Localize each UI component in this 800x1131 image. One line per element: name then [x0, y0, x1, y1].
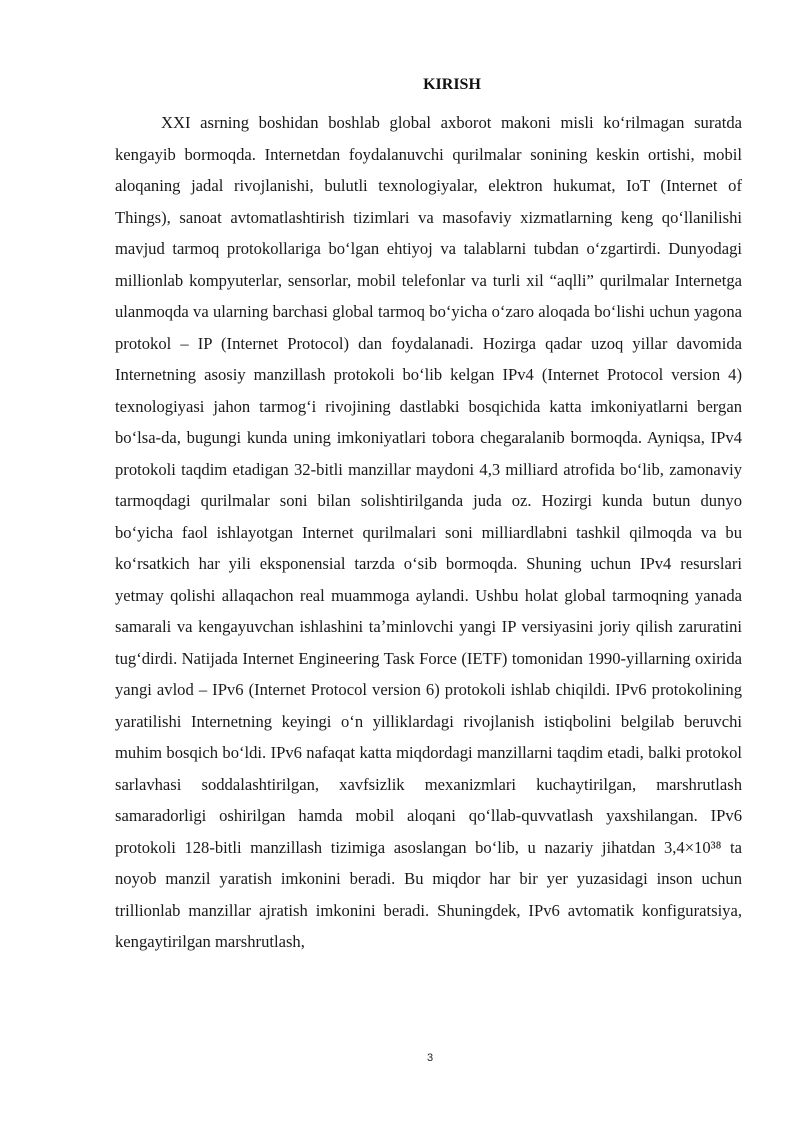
- body-paragraph: XXI asrning boshidan boshlab global axborot makoni misli koʻrilmagan suratda kengayib bormoqda. Internetdan foydalanuvchi qurilmalar sonining keskin ortishi, mobil aloqaning jadal rivojlanishi, bulutli texnologiyalar, elektron hukumat, IoT (Internet of Things), sanoat avtomatlashtirish tizimlari va masofaviy xizmatlarning keng qoʻllanilishi mavjud tarmoq protokollariga boʻlgan ehtiyoj va talablarni tubdan oʻzgartirdi. Dunyodagi millionlab kompyuterlar, sensorlar, mobil telefonlar va turli xil “aqlli” qurilmalar Internetga ulanmoqda va ularning barchasi global tarmoq boʻyicha oʻzaro aloqada boʻlishi uchun yagona protokol – IP (Internet Protocol) dan foydalanadi. Hozirga qadar uzoq yillar davomida Internetning asosiy manzillash protokoli boʻlib kelgan IPv4 (Internet Protocol version 4) texnologiyasi jahon tarmogʻi rivojining dastlabki bosqichida katta imkoniyatlarni bergan boʻlsa-da, bugungi kunda uning imkoniyatlari tobora chegaralanib bormoqda. Ayniqsa, IPv4 protokoli taqdim etadigan 32-bitli manzillar maydoni 4,3 milliard atrofida boʻlib, zamonaviy tarmoqdagi qurilmalar soni bilan solishtirilganda juda oz. Hozirgi kunda butun dunyo boʻyicha faol ishlayotgan Internet qurilmalari soni milliardlabni tashkil qilmoqda va bu koʻrsatkich har yili eksponensial tarzda oʻsib bormoqda. Shuning uchun IPv4 resurslari yetmay qolishi allaqachon real muammoga aylandi. Ushbu holat global tarmoqning yanada samarali va kengayuvchan ishlashini taʼminlovchi yangi IP versiyasini joriy qilish zaruratini tugʻdirdi. Natijada Internet Engineering Task Force (IETF) tomonidan 1990-yillarning oxirida yangi avlod – IPv6 (Internet Protocol version 6) protokoli ishlab chiqildi. IPv6 protokolining yaratilishi Internetning keyingi oʻn yilliklardagi rivojlanish istiqbolini belgilab beruvchi muhim bosqich boʻldi. IPv6 nafaqat katta miqdordagi manzillarni taqdim etadi, balki protokol sarlavhasi soddalashtirilgan, xavfsizlik mexanizmlari kuchaytirilgan, marshrutlash samaradorligi oshirilgan hamda mobil aloqani qoʻllab-quvvatlash yaxshilangan. IPv6 protokoli 128-bitli manzillash tizimiga asoslangan boʻlib, u nazariy jihatdan 3,4×10³⁸ ta noyob manzil yaratish imkonini beradi. Bu miqdor har bir yer yuzasidagi inson uchun trillionlab manzillar ajratish imkonini beradi. Shuningdek, IPv6 avtomatik konfiguratsiya, kengaytirilgan marshrutlash,: [115, 113, 742, 951]
- page-number: 3: [426, 1052, 434, 1064]
- section-heading: KIRISH: [423, 76, 481, 93]
